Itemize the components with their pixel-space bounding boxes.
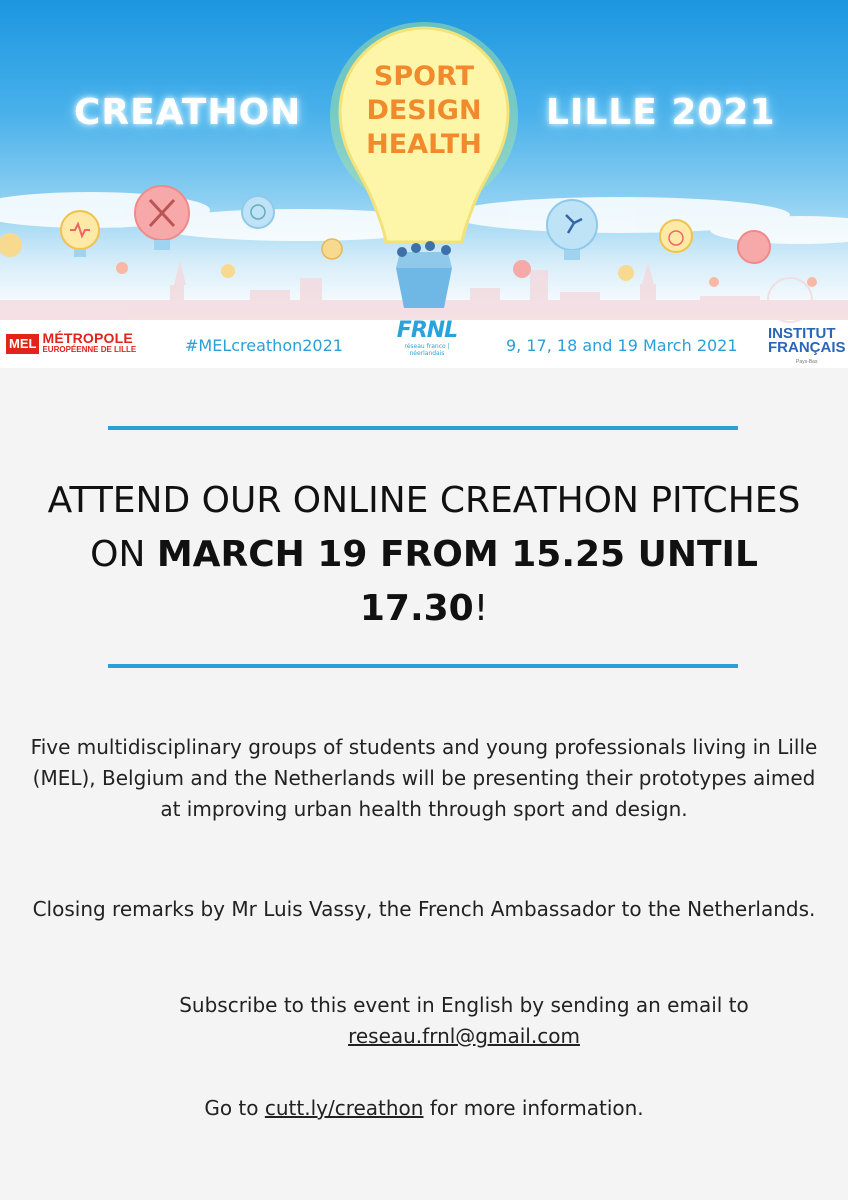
goto-suffix: for more information. [423,1096,644,1120]
paragraph-description: Five multidisciplinary groups of students and young professionals living in Lille (MEL), Belgium and the Netherlands will be presenting their prototypes aimed at improving urban health through sport and design. [30,735,818,821]
institut-line1: INSTITUT [768,325,836,342]
frnl-subtitle: réseau franco | néerlandais [404,343,450,357]
subscribe-text: Subscribe to this event in English by sending an email to [179,993,749,1017]
headline-bold: MARCH 19 FROM 15.25 UNTIL 17.30 [156,534,758,629]
divider-top [108,426,738,430]
bulb-line-design: DESIGN [366,95,482,126]
banner-illustration [0,0,848,368]
headline-end: ! [473,588,489,629]
paragraph-more-info [20,1093,828,1124]
paragraph-subscribe [20,990,828,1052]
bulb-line-health: HEALTH [366,129,482,160]
goto-prefix: Go to [204,1096,265,1120]
divider-bottom [108,664,738,668]
mel-logo [6,330,137,355]
mel-name [42,330,137,355]
creathon-link[interactable]: cutt.ly/creathon [264,1096,424,1120]
headline-part1: ATTEND OUR ONLINE CREATHON PITCHES ON [47,480,801,575]
bulb-line-sport: SPORT [373,61,475,92]
header-banner [0,0,848,368]
email-link[interactable]: reseau.frnl@gmail.com [348,1024,580,1048]
frnl-logo [392,318,462,357]
institut-sub: Pays-Bas [796,359,818,365]
bulb-text [340,60,508,162]
mel-name-line1: MÉTROPOLE [42,330,133,346]
mel-badge: MEL [6,334,39,354]
banner-left-title: CREATHON [74,92,302,133]
mel-name-line2: EUROPÉENNE DE LILLE [42,345,137,354]
institut-line2: FRANÇAIS [768,339,846,356]
headline [40,474,808,636]
banner-right-title: LILLE 2021 [546,92,776,133]
institut-francais-logo [768,327,846,368]
frnl-mark: FRNL [396,318,458,343]
hashtag: #MELcreathon2021 [185,336,343,355]
event-dates: 9, 17, 18 and 19 March 2021 [506,336,738,355]
paragraph-closing-remarks: Closing remarks by Mr Luis Vassy, the French Ambassador to the Netherlands. [32,897,816,921]
